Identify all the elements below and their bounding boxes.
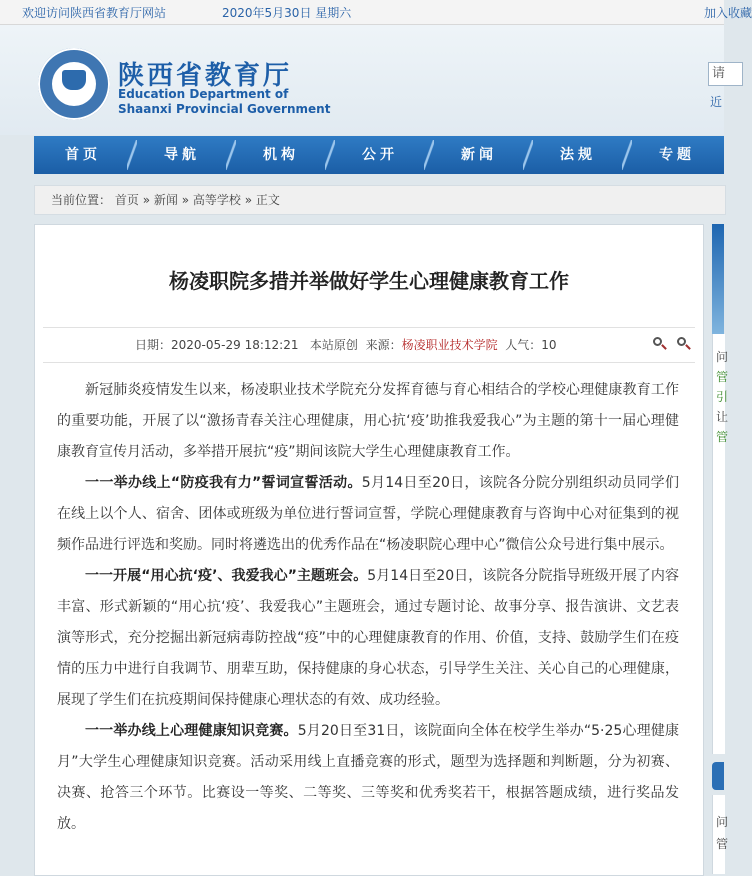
- zoom-out-icon[interactable]: [677, 337, 691, 351]
- breadcrumb-separator: »: [142, 193, 151, 207]
- logo-english-line2: Shaanxi Provincial Government: [118, 102, 331, 116]
- meta-date-label: 日期：: [135, 338, 172, 352]
- search-input[interactable]: 请: [708, 62, 743, 86]
- welcome-text: 欢迎访问陕西省教育厅网站: [22, 6, 167, 20]
- sidebar-panel-lower: [712, 795, 729, 874]
- breadcrumb-separator: »: [181, 193, 190, 207]
- meta-source: 杨凌职业技术学院: [401, 338, 498, 352]
- top-bar: [0, 0, 752, 25]
- sidebar-line[interactable]: 管: [716, 370, 729, 384]
- site-header: [0, 25, 724, 135]
- nav-item-navigation[interactable]: 导航: [164, 147, 200, 163]
- logo-chinese-name[interactable]: 陕西省教育厅: [118, 61, 293, 91]
- breadcrumb-current: 正文: [255, 193, 280, 207]
- sidebar-line[interactable]: 管: [716, 837, 729, 851]
- article-paragraph: 新冠肺炎疫情发生以来，杨凌职业技术学院充分发挥育德与育心相结合的学校心理健康教育工作的重要功能，开展了以“激扬青春关注心理健康，用心抗‘疫’助推我爱我心”为主题的第十一届心理健康教育宣传月活动，多举措开展抗“疫”期间该院大学生心理健康教育工作。: [57, 382, 679, 460]
- article-body: [57, 375, 679, 840]
- add-favorite-link[interactable]: 加入收藏: [704, 6, 752, 20]
- emblem-logo[interactable]: [38, 48, 110, 120]
- nav-item-regulations[interactable]: 法规: [560, 147, 596, 163]
- breadcrumb-news[interactable]: 新闻: [153, 193, 178, 207]
- zoom-in-icon[interactable]: [653, 337, 667, 351]
- logo-english-line1: Education Department of: [118, 87, 289, 101]
- search-hint-link[interactable]: 近: [710, 95, 723, 109]
- article-title: 杨凌职院多措并举做好学生心理健康教育工作: [169, 269, 569, 293]
- nav-item-home[interactable]: 首页: [65, 147, 101, 163]
- nav-item-topics[interactable]: 专题: [659, 147, 695, 163]
- sidebar-banner-image[interactable]: [712, 224, 724, 334]
- sidebar-tab-button[interactable]: [712, 762, 724, 790]
- meta-views: 10: [541, 338, 557, 352]
- current-date: 2020年5月30日 星期六: [222, 6, 352, 20]
- sidebar-line[interactable]: 引: [716, 390, 729, 404]
- article-panel: [34, 224, 704, 876]
- meta-views-label: 人气：: [505, 338, 542, 352]
- nav-item-public[interactable]: 公开: [362, 147, 398, 163]
- breadcrumb-home[interactable]: 首页: [114, 193, 139, 207]
- sidebar-line[interactable]: 问: [716, 815, 729, 829]
- article-paragraph: 一一举办线上心理健康知识竞赛。5月20日至31日，该院面向全体在校学生举办“5·25心理健康月”大学生心理健康知识竞赛。活动采用线上直播竞赛的形式，题型为选择题和判断题，分为初赛、决赛、抢答三个环节。比赛设一等奖、二等奖、三等奖和优秀奖若干，根据答题成绩，进行奖品发放。: [57, 723, 680, 832]
- nav-item-news[interactable]: 新闻: [461, 147, 497, 163]
- sidebar-line[interactable]: 让: [716, 410, 729, 424]
- meta-source-label: 来源：: [365, 338, 402, 352]
- meta-date: 2020-05-29 18:12:21: [171, 338, 299, 352]
- sidebar-line[interactable]: 管: [716, 430, 729, 444]
- breadcrumb-separator: »: [244, 193, 253, 207]
- nav-item-organization[interactable]: 机构: [263, 147, 299, 163]
- breadcrumb-prefix: 当前位置：: [51, 193, 112, 207]
- meta-original: 本站原创: [309, 338, 358, 352]
- article-paragraph: 一一举办线上“防疫我有力”誓词宣誓活动。5月14日至20日，该院各分院分别组织动员同学们在线上以个人、宿舍、团体或班级为单位进行誓词宣誓，学院心理健康教育与咨询中心对征集到的视频作品进行评选和奖励。同时将遴选出的优秀作品在“杨凌职院心理中心”微信公众号进行集中展示。: [57, 475, 679, 553]
- sidebar-panel: [712, 334, 729, 754]
- sidebar-line[interactable]: 问: [716, 350, 729, 364]
- breadcrumb: [34, 185, 726, 215]
- breadcrumb-higher-education[interactable]: 高等学校: [192, 193, 241, 207]
- article-meta: [43, 327, 695, 363]
- main-nav: [34, 136, 724, 174]
- article-paragraph: 一一开展“用心抗‘疫’、我爱我心”主题班会。5月14日至20日，该院各分院指导班级开展了内容丰富、形式新颖的“用心抗‘疫’、我爱我心”主题班会，通过专题讨论、故事分享、报告演讲、文艺表演等形式，充分挖掘出新冠病毒防控战“疫”中的心理健康教育的作用、价值，支持、鼓励学生们在疫情的压力中进行自我调节、朋辈互助，保持健康的身心状态，引导学生关注、关心自己的心理健康，展现了学生们在抗疫期间保持健康心理状态的有效、成功经验。: [57, 568, 679, 708]
